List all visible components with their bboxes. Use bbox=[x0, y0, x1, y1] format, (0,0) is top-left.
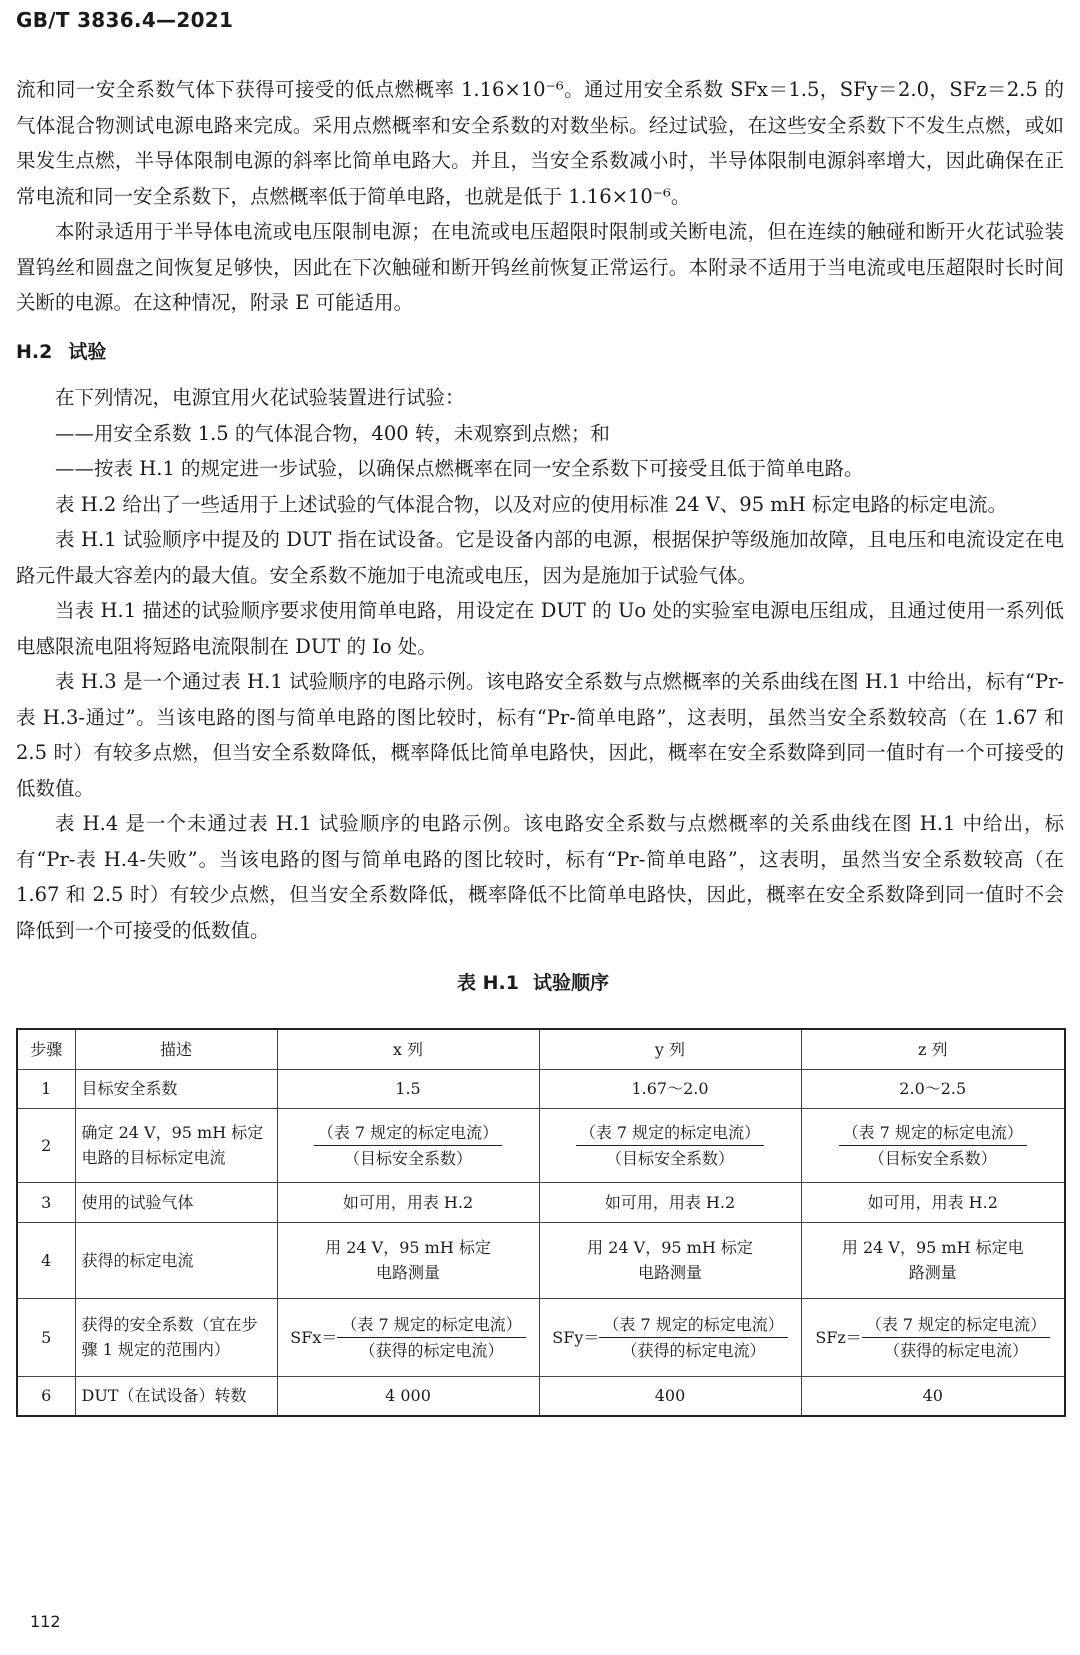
table-header-row bbox=[17, 1029, 1065, 1070]
fraction bbox=[337, 1312, 525, 1363]
table-header-cell: y 列 bbox=[539, 1029, 801, 1070]
paragraph: 本附录适用于半导体电流或电压限制电源；在电流或电压超限时限制或关断电流，但在连续的触碰和断开火花试验装置钨丝和圆盘之间恢复足够快，因此在下次触碰和断开钨丝前恢复正常运行。本附录不适用于当电流或电压超限时长时间关断的电源。在这种情况，附录 E 可能适用。 bbox=[16, 220, 1064, 314]
fraction-numerator: （表 7 规定的标定电流） bbox=[337, 1312, 525, 1338]
fraction bbox=[576, 1120, 764, 1171]
table-cell-step: 3 bbox=[17, 1182, 75, 1222]
section-number: H.2 bbox=[16, 340, 53, 363]
paragraph: 表 H.4 是一个未通过表 H.1 试验顺序的电路示例。该电路安全系数与点燃概率的关系曲线在图 H.1 中给出，标有“Pr-表 H.4-失败”。当该电路的图与简单电路的图比较时，标有“Pr-简单电路”，这表明，虽然当安全系数较高（在 1.67 和 2.5 时）有较少点燃，但当安全系数降低，概率降低不比简单电路快，因此，概率在安全系数降到同一值时不会降低到一个可接受的低数值。 bbox=[16, 812, 1064, 942]
table-cell-desc: 获得的标定电流 bbox=[75, 1222, 277, 1298]
table-cell-formula bbox=[277, 1298, 539, 1376]
table-cell: 用 24 V，95 mH 标定电路测量 bbox=[277, 1222, 539, 1298]
paragraph: 在下列情况，电源宜用火花试验装置进行试验： bbox=[55, 386, 465, 409]
table-cell: 1.67～2.0 bbox=[539, 1069, 801, 1108]
fraction-denominator: （获得的标定电流） bbox=[359, 1340, 504, 1360]
table-caption-title: 试验顺序 bbox=[532, 972, 609, 994]
table-cell-fraction bbox=[801, 1108, 1065, 1182]
fraction-denominator: （获得的标定电流） bbox=[883, 1340, 1028, 1360]
table-cell: 如可用，用表 H.2 bbox=[277, 1182, 539, 1222]
list-item: ——用安全系数 1.5 的气体混合物，400 转，未观察到点燃；和 bbox=[55, 421, 610, 445]
table-cell-step: 4 bbox=[17, 1222, 75, 1298]
fraction-numerator: （表 7 规定的标定电流） bbox=[862, 1312, 1050, 1338]
document-body bbox=[16, 72, 1064, 1417]
paragraph: 表 H.1 试验顺序中提及的 DUT 指在试设备。它是设备内部的电源，根据保护等级施加故障，且电压和电流设定在电路元件最大容差内的最大值。安全系数不施加于电流或电压，因为是施加于试验气体。 bbox=[16, 528, 1064, 587]
table-cell-desc: 确定 24 V，95 mH 标定电路的目标标定电流 bbox=[75, 1108, 277, 1182]
table-cell: 1.5 bbox=[277, 1069, 539, 1108]
paragraph: 流和同一安全系数气体下获得可接受的低点燃概率 1.16×10⁻⁶。通过用安全系数 SFx＝1.5，SFy＝2.0，SFz＝2.5 的气体混合物测试电源电路来完成。采用点燃概率和安全系数的对数坐标。经过试验，在这些安全系数下不发生点燃，或如果发生点燃，半导体限制电源的斜率比简单电路大。并且，当安全系数减小时，半导体限制电源斜率增大，因此确保在正常电流和同一安全系数下，点燃概率低于简单电路，也就是低于 1.16×10⁻⁶。 bbox=[16, 78, 1064, 208]
section-heading bbox=[16, 335, 1064, 371]
table-cell: 用 24 V，95 mH 标定电路测量 bbox=[539, 1222, 801, 1298]
page-number: 112 bbox=[30, 1612, 61, 1631]
section-title: 试验 bbox=[68, 340, 107, 363]
formula bbox=[290, 1312, 525, 1363]
table-cell-step: 6 bbox=[17, 1376, 75, 1416]
formula-prefix: SFz＝ bbox=[815, 1327, 862, 1347]
table-cell-desc: DUT（在试设备）转数 bbox=[75, 1376, 277, 1416]
fraction-denominator: （获得的标定电流） bbox=[621, 1340, 766, 1360]
fraction bbox=[839, 1120, 1027, 1171]
list-item: ——按表 H.1 的规定进一步试验，以确保点燃概率在同一安全系数下可接受且低于简单电路。 bbox=[55, 457, 864, 480]
table-cell: 如可用，用表 H.2 bbox=[539, 1182, 801, 1222]
table-cell: 如可用，用表 H.2 bbox=[801, 1182, 1065, 1222]
table-cell-formula bbox=[801, 1298, 1065, 1376]
table-header-cell: 步骤 bbox=[17, 1029, 75, 1070]
table-cell-desc: 获得的安全系数（宜在步骤 1 规定的范围内） bbox=[75, 1298, 277, 1376]
paragraph: 表 H.2 给出了一些适用于上述试验的气体混合物，以及对应的使用标准 24 V、95 mH 标定电路的标定电流。 bbox=[55, 492, 1008, 516]
fraction-denominator: （目标安全系数） bbox=[868, 1148, 997, 1168]
table-cell-fraction bbox=[277, 1108, 539, 1182]
fraction bbox=[599, 1312, 787, 1363]
table-cell: 40 bbox=[801, 1376, 1065, 1416]
fraction bbox=[314, 1120, 502, 1171]
table-cell-step: 2 bbox=[17, 1108, 75, 1182]
document-header: GB/T 3836.4—2021 bbox=[16, 8, 234, 32]
table-cell-step: 5 bbox=[17, 1298, 75, 1376]
table-row bbox=[17, 1108, 1065, 1182]
table-cell: 用 24 V，95 mH 标定电路测量 bbox=[801, 1222, 1065, 1298]
table-caption bbox=[16, 966, 1064, 1002]
table-cell-desc: 目标安全系数 bbox=[75, 1069, 277, 1108]
table-cell-fraction bbox=[539, 1108, 801, 1182]
table-header-cell: z 列 bbox=[801, 1029, 1065, 1070]
table-cell-step: 1 bbox=[17, 1069, 75, 1108]
table-row bbox=[17, 1222, 1065, 1298]
paragraph: 表 H.3 是一个通过表 H.1 试验顺序的电路示例。该电路安全系数与点燃概率的关系曲线在图 H.1 中给出，标有“Pr-表 H.3-通过”。当该电路的图与简单电路的图比较时，标有“Pr-简单电路”，这表明，虽然当安全系数较高（在 1.67 和 2.5 时）有较多点燃，但当安全系数降低，概率降低比简单电路快，因此，概率在安全系数降到同一值时有一个可接受的低数值。 bbox=[16, 670, 1064, 800]
table-cell: 400 bbox=[539, 1376, 801, 1416]
fraction-numerator: （表 7 规定的标定电流） bbox=[599, 1312, 787, 1338]
table-cell: 2.0～2.5 bbox=[801, 1069, 1065, 1108]
table-header-cell: x 列 bbox=[277, 1029, 539, 1070]
formula-prefix: SFx＝ bbox=[290, 1327, 338, 1347]
paragraph: 当表 H.1 描述的试验顺序要求使用简单电路，用设定在 DUT 的 Uo 处的实验室电源电压组成，且通过使用一系列低电感限流电阻将短路电流限制在 DUT 的 Io 处。 bbox=[16, 599, 1064, 658]
test-sequence-table bbox=[16, 1028, 1066, 1418]
table-cell-desc: 使用的试验气体 bbox=[75, 1182, 277, 1222]
fraction bbox=[862, 1312, 1050, 1363]
table-header-cell: 描述 bbox=[75, 1029, 277, 1070]
table-row bbox=[17, 1182, 1065, 1222]
table-caption-number: 表 H.1 bbox=[457, 972, 519, 994]
fraction-denominator: （目标安全系数） bbox=[343, 1148, 472, 1168]
table-row bbox=[17, 1376, 1065, 1416]
formula-prefix: SFy＝ bbox=[552, 1327, 600, 1347]
fraction-denominator: （目标安全系数） bbox=[605, 1148, 734, 1168]
fraction-numerator: （表 7 规定的标定电流） bbox=[314, 1120, 502, 1146]
table-cell-formula bbox=[539, 1298, 801, 1376]
table-cell: 4 000 bbox=[277, 1376, 539, 1416]
table-row bbox=[17, 1298, 1065, 1376]
table-row bbox=[17, 1069, 1065, 1108]
formula bbox=[552, 1312, 787, 1363]
fraction-numerator: （表 7 规定的标定电流） bbox=[576, 1120, 764, 1146]
fraction-numerator: （表 7 规定的标定电流） bbox=[839, 1120, 1027, 1146]
formula bbox=[815, 1312, 1050, 1363]
